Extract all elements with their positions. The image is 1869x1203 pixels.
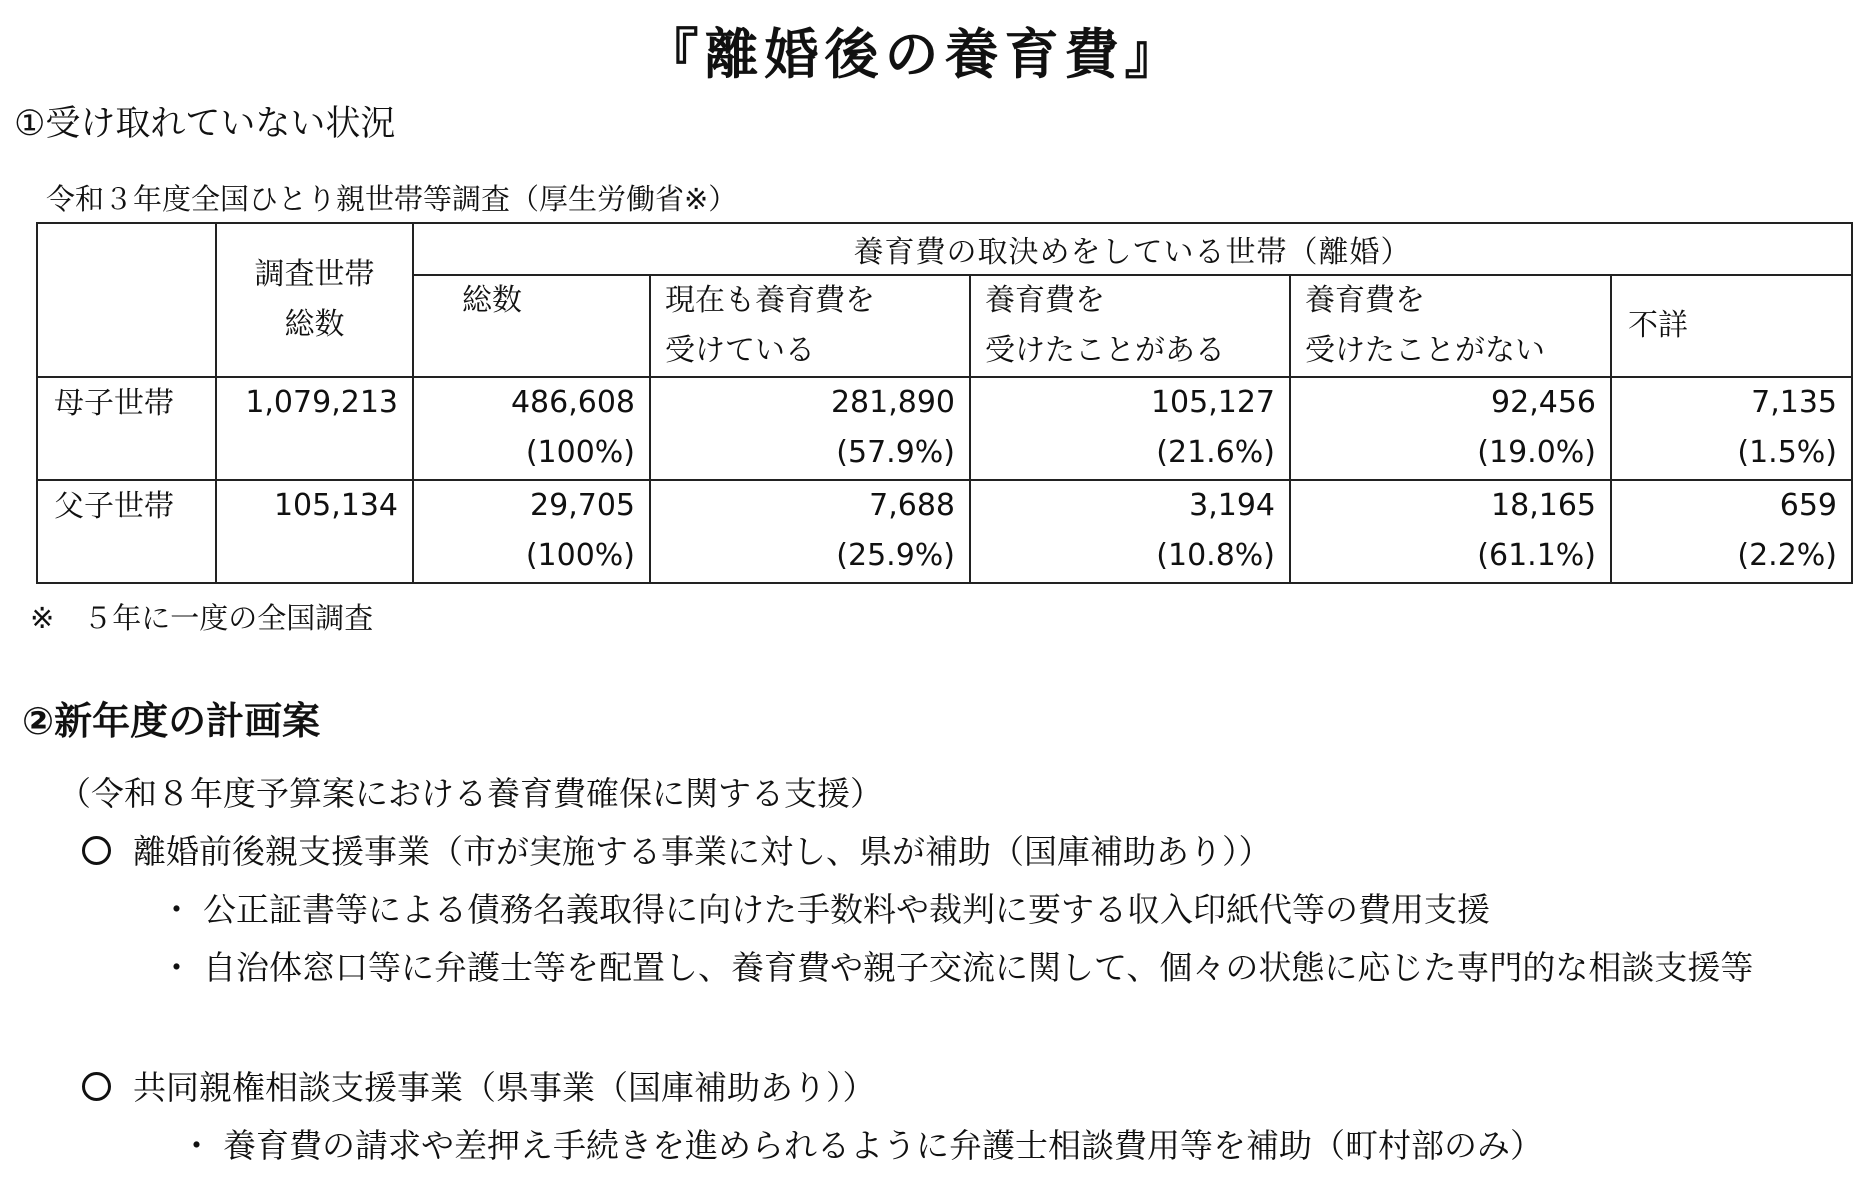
value-cell: 7,688 (25.9%) bbox=[650, 480, 970, 583]
value-cell: 7,135 (1.5%) bbox=[1611, 377, 1852, 480]
section-heading-2: ②新年度の計画案 bbox=[22, 699, 321, 743]
list-item-text: 養育費の請求や差押え手続きを進められるように弁護士相談費用等を補助（町村部のみ） bbox=[223, 1126, 1543, 1165]
list-item bbox=[160, 884, 1490, 931]
circle-bullet-icon bbox=[82, 1072, 111, 1101]
sub-header-receiving: 現在も養育費を 受けている bbox=[650, 275, 970, 377]
value-cell: 3,194 (10.8%) bbox=[970, 480, 1290, 583]
section-heading-1: ①受け取れていない状況 bbox=[14, 104, 396, 144]
value-cell: 18,165 (61.1%) bbox=[1290, 480, 1611, 583]
program-title-text: 共同親権相談支援事業（県事業（国庫補助あり）） bbox=[133, 1068, 876, 1107]
sub-header-total: 総数 bbox=[413, 275, 650, 377]
bullet-dot-icon: ・ bbox=[180, 1126, 213, 1165]
group-header: 養育費の取決めをしている世帯（離婚） bbox=[413, 223, 1852, 275]
list-item-text: 公正証書等による債務名義取得に向けた手数料や裁判に要する収入印紙代等の費用支援 bbox=[203, 890, 1490, 929]
value-cell: 659 (2.2%) bbox=[1611, 480, 1852, 583]
list-item-text: 自治体窓口等に弁護士等を配置し、養育費や親子交流に関して、個々の状態に応じた専門的な相談支援等 bbox=[203, 948, 1754, 987]
list-item bbox=[160, 942, 1753, 989]
survey-total-cell: 1,079,213 bbox=[216, 377, 413, 480]
row-label-father: 父子世帯 bbox=[37, 480, 216, 583]
value-cell: 281,890 (57.9%) bbox=[650, 377, 970, 480]
value-cell: 92,456 (19.0%) bbox=[1290, 377, 1611, 480]
value-cell: 105,127 (21.6%) bbox=[970, 377, 1290, 480]
sub-header-received-before: 養育費を 受けたことがある bbox=[970, 275, 1290, 377]
circle-bullet-icon bbox=[82, 836, 111, 865]
program-title-text: 離婚前後親支援事業（市が実施する事業に対し、県が補助（国庫補助あり）） bbox=[133, 832, 1272, 871]
bullet-dot-icon: ・ bbox=[160, 890, 193, 929]
row-label-mother: 母子世帯 bbox=[37, 377, 216, 480]
program-title-2 bbox=[82, 1062, 876, 1109]
page-title: 『離婚後の養育費』 bbox=[644, 23, 1185, 86]
budget-caption: （令和８年度予算案における養育費確保に関する支援） bbox=[58, 774, 883, 813]
survey-caption: 令和３年度全国ひとり親世帯等調査（厚生労働省※） bbox=[46, 182, 738, 216]
list-item bbox=[180, 1120, 1543, 1167]
bullet-dot-icon: ・ bbox=[160, 948, 193, 987]
program-title-1 bbox=[82, 826, 1272, 873]
value-cell: 29,705 (100%) bbox=[413, 480, 650, 583]
survey-total-header: 調査世帯 総数 bbox=[216, 223, 413, 377]
value-cell: 486,608 (100%) bbox=[413, 377, 650, 480]
survey-total-cell: 105,134 bbox=[216, 480, 413, 583]
sub-header-unknown: 不詳 bbox=[1611, 275, 1852, 377]
table-row bbox=[37, 480, 1852, 583]
table-corner-cell bbox=[37, 223, 216, 377]
survey-footnote: ※ ５年に一度の全国調査 bbox=[30, 601, 374, 635]
survey-table bbox=[36, 222, 1853, 584]
sub-header-never-received: 養育費を 受けたことがない bbox=[1290, 275, 1611, 377]
table-row bbox=[37, 377, 1852, 480]
